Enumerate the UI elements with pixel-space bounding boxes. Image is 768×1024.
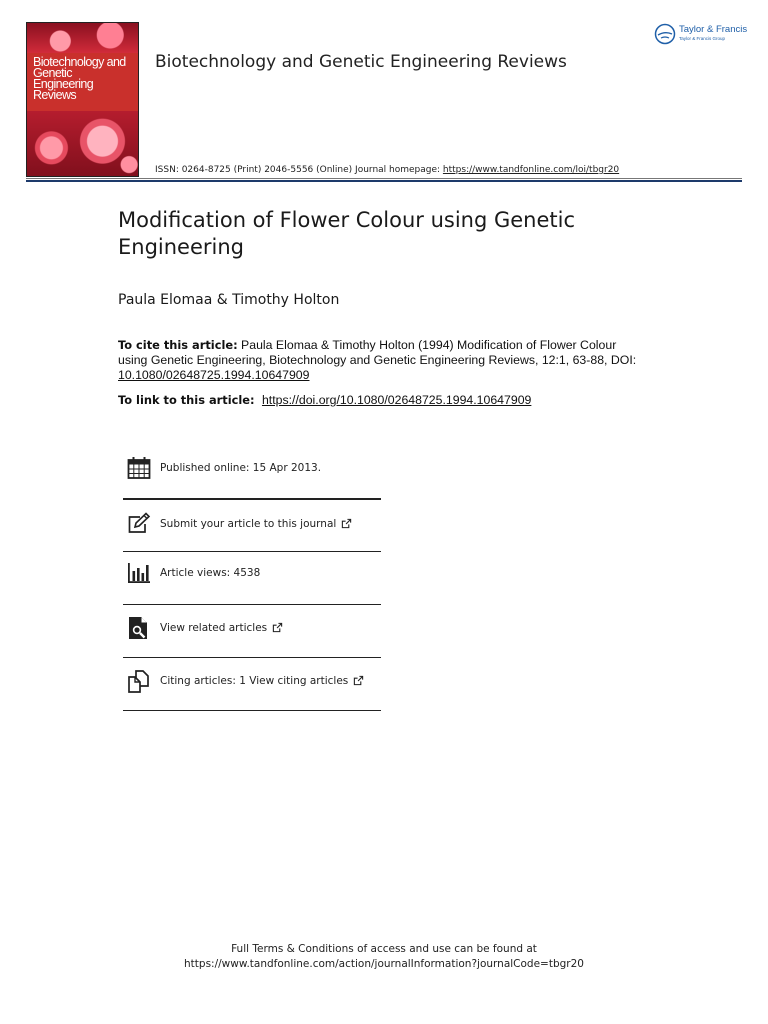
header-rule-thin (26, 178, 742, 179)
publisher-group: Taylor & Francis Group (679, 36, 726, 41)
cover-top-artwork (27, 23, 138, 53)
journal-cover-image (26, 22, 139, 177)
link-label: To link to this article: (118, 393, 255, 407)
external-link-icon (341, 518, 352, 529)
cite-label: To cite this article: (118, 338, 238, 352)
copy-documents-icon (127, 669, 151, 693)
header-rule (26, 180, 742, 182)
article-views-item (123, 546, 381, 599)
terms-footer (0, 942, 768, 972)
published-online-item (123, 441, 381, 494)
footer-line-1: Full Terms & Conditions of access and use can be found at (231, 943, 537, 955)
submit-article-text: Submit your article to this journal (160, 517, 337, 530)
external-link-icon (272, 622, 283, 633)
cover-title: Biotechnology and Genetic Engineering Reviews (33, 55, 126, 102)
article-authors: Paula Elomaa & Timothy Holton (118, 292, 340, 308)
bar-chart-icon (127, 561, 151, 585)
submit-article-item[interactable] (123, 497, 381, 550)
article-title: Modification of Flower Colour using Genetic Engineering (118, 208, 576, 259)
related-articles-text: View related articles (160, 621, 268, 634)
published-online-text: Published online: 15 Apr 2013. (160, 461, 322, 474)
article-link-block (118, 393, 531, 407)
footer-terms-link[interactable]: https://www.tandfonline.com/action/journalInformation?journalCode=tbgr20 (184, 958, 584, 970)
cover-bottom-artwork (27, 111, 138, 177)
calendar-icon (127, 456, 151, 480)
search-document-icon (127, 616, 151, 640)
citing-articles-item[interactable] (123, 654, 381, 707)
edit-icon (127, 512, 151, 536)
citing-articles-text: Citing articles: 1 View citing articles (160, 674, 349, 687)
article-views-text: Article views: 4538 (160, 566, 261, 579)
info-divider (123, 710, 381, 711)
issn-text: ISSN: 0264-8725 (Print) 2046-5556 (Online) Journal homepage: (155, 165, 443, 175)
issn-line (155, 165, 619, 175)
journal-title: Biotechnology and Genetic Engineering Reviews (155, 52, 567, 72)
cite-text: Paula Elomaa & Timothy Holton (1994) Modification of Flower Colour using Genetic Engineering, Biotechnology and Genetic Engineering Reviews, 12:1, 63-88, DOI: (118, 338, 637, 367)
publisher-logo-icon (654, 23, 676, 45)
external-link-icon (353, 675, 364, 686)
cite-doi-link[interactable]: 10.1080/02648725.1994.10647909 (118, 368, 310, 382)
publisher-logo (654, 22, 747, 46)
article-doi-link[interactable]: https://doi.org/10.1080/02648725.1994.10647909 (261, 393, 532, 407)
publisher-name: Taylor & Francis (679, 24, 748, 35)
related-articles-item[interactable] (123, 601, 381, 654)
citation-block (118, 338, 648, 383)
journal-homepage-link[interactable]: https://www.tandfonline.com/loi/tbgr20 (442, 165, 620, 175)
